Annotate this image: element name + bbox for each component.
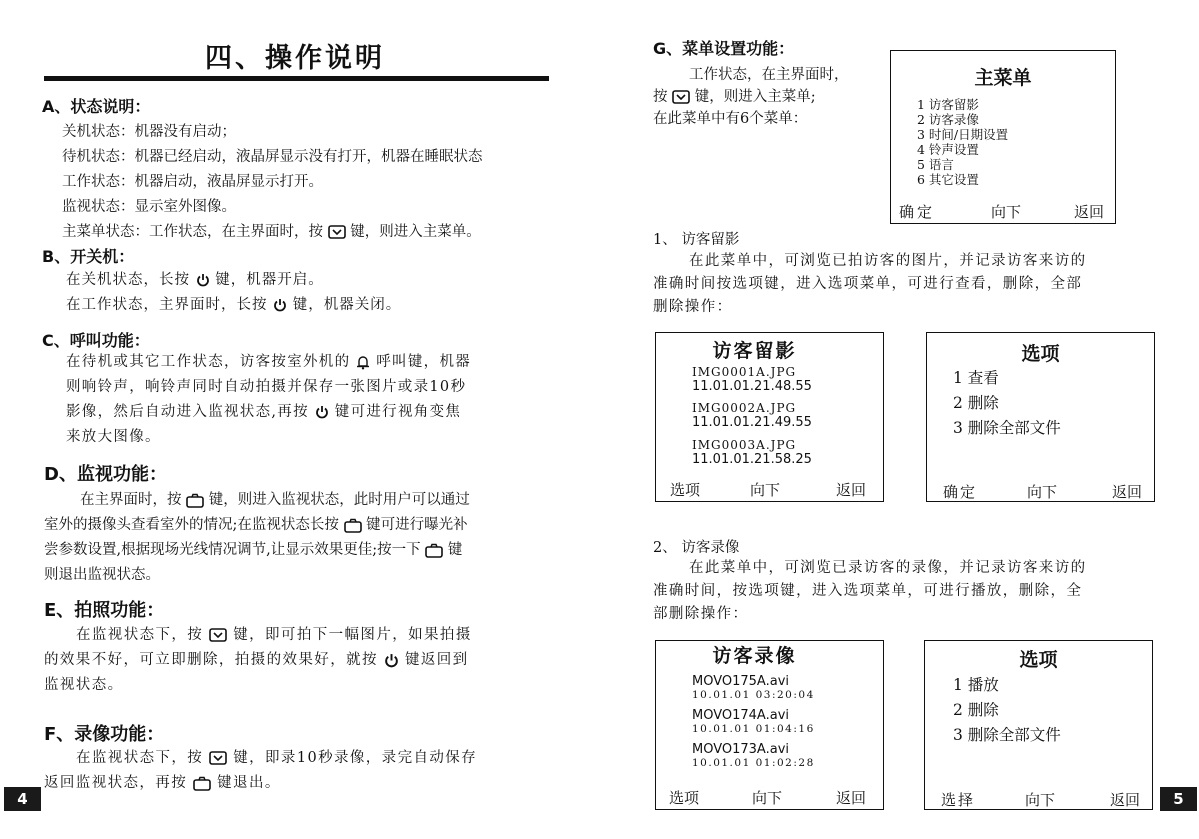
- video-entry[interactable]: [692, 708, 815, 736]
- power-key-icon: [273, 298, 287, 312]
- down-softkey[interactable]: 向下: [1025, 791, 1056, 809]
- monitor-key-icon: [193, 776, 211, 791]
- down-softkey[interactable]: 向下: [991, 203, 1022, 221]
- section-a-line: 待机状态：机器已经启动，液晶屏显示没有打开，机器在睡眠状态: [62, 149, 483, 165]
- power-key-icon: [196, 273, 210, 287]
- option-item[interactable]: 2 删除: [953, 394, 999, 412]
- down-softkey[interactable]: 向下: [752, 789, 783, 807]
- video-datetime: 10.01.01 03:20:04: [692, 689, 815, 701]
- main-menu-item[interactable]: 6 其它设置: [917, 172, 979, 187]
- section-2-heading: 2、 访客录像: [653, 540, 740, 556]
- video-options-list: [953, 673, 1061, 748]
- photo-list-title: 访客留影: [712, 340, 797, 362]
- select-softkey[interactable]: 选择: [941, 791, 976, 809]
- confirm-softkey[interactable]: 确定: [943, 483, 978, 501]
- bell-icon: [356, 355, 370, 370]
- option-softkey[interactable]: 选项: [669, 789, 700, 807]
- back-softkey[interactable]: 返回: [836, 481, 867, 499]
- section-a-line: 工作状态：机器启动，液晶屏显示打开。: [62, 174, 323, 190]
- option-item[interactable]: 3 删除全部文件: [953, 419, 1061, 437]
- main-menu-title: 主菜单: [974, 67, 1032, 89]
- photo-options-list: [953, 366, 1061, 441]
- title-rule: [44, 76, 549, 81]
- monitor-key-icon: [186, 493, 204, 508]
- main-menu-screen: [890, 50, 1116, 224]
- option-softkey[interactable]: 选项: [670, 481, 701, 499]
- page-title: 四、操作说明: [205, 43, 385, 74]
- photo-filename: IMG0002A.JPG: [692, 401, 797, 415]
- section-g-heading: G、菜单设置功能：: [653, 39, 795, 58]
- menu-key-icon: [328, 225, 346, 239]
- video-filename: MOVO175A.avi: [692, 674, 789, 689]
- back-softkey[interactable]: 返回: [1074, 203, 1105, 221]
- power-key-icon: [384, 653, 399, 668]
- section-b-heading: B、开关机：: [42, 247, 135, 266]
- main-menu-item[interactable]: 5 语言: [917, 157, 954, 172]
- photo-datetime: 11.01.01.21.49.55: [692, 415, 812, 430]
- photo-datetime: 11.01.01.21.58.25: [692, 452, 812, 467]
- option-item[interactable]: 2 删除: [953, 701, 999, 719]
- down-softkey[interactable]: 向下: [1027, 483, 1058, 501]
- section-a-line: 监视状态：显示室外图像。: [62, 199, 236, 215]
- camera-key-icon: [209, 628, 227, 642]
- photo-list-screen: [655, 332, 884, 502]
- main-menu-item[interactable]: 1 访客留影: [917, 97, 979, 112]
- power-key-icon: [315, 405, 329, 419]
- down-softkey[interactable]: 向下: [750, 481, 781, 499]
- section-c-body: 在待机或其它工作状态，访客按室外机的 呼叫键，机器 则响铃声，响铃声同时自动拍摄并保存一张图片或录10秒 影像，然后自动进入监视状态,再按 键可进行视角变焦 来放大图像。: [66, 354, 472, 445]
- section-c-heading: C、呼叫功能：: [42, 331, 150, 350]
- page-number-left: 4: [4, 787, 41, 811]
- section-2-body: 在此菜单中，可浏览已录访客的录像，并记录访客来访的 准确时间，按选项键，进入选项菜单，可进行播放，删除，全 部删除操作：: [653, 560, 1087, 622]
- photo-options-screen: [926, 332, 1155, 502]
- section-g-body: 工作状态，在主界面时， 按 键，则进入主菜单; 在此菜单中有6个菜单：: [653, 67, 849, 127]
- video-entry[interactable]: [692, 674, 815, 702]
- monitor-key-icon: [425, 543, 443, 558]
- section-b-body: 在关机状态，长按 键，机器开启。 在工作状态，主界面时，长按 键，机器关闭。: [66, 272, 402, 313]
- photo-entry[interactable]: [692, 365, 812, 394]
- main-menu-item[interactable]: 2 访客录像: [917, 112, 979, 127]
- main-menu-list: [917, 97, 1008, 187]
- option-item[interactable]: 3 删除全部文件: [953, 726, 1061, 744]
- section-d-heading: D、监视功能：: [44, 464, 167, 485]
- back-softkey[interactable]: 返回: [836, 789, 867, 807]
- section-a-line: 主菜单状态：工作状态，在主界面时，按 键，则进入主菜单。: [62, 224, 481, 240]
- section-e-heading: E、拍照功能：: [44, 600, 165, 621]
- main-menu-item[interactable]: 3 时间/日期设置: [917, 127, 1009, 142]
- camera-key-icon: [209, 751, 227, 765]
- section-d-body: 在主界面时，按 键，则进入监视状态，此时用户可以通过 室外的摄像头查看室外的情况;在监视状态长按 键可进行曝光补 尝参数设置,根据现场光线情况调节,让显示效果更佳;按一下 键 则退出监视状态。: [44, 492, 470, 583]
- section-f-heading: F、录像功能：: [44, 724, 165, 745]
- video-entry[interactable]: [692, 742, 815, 770]
- video-filename: MOVO173A.avi: [692, 742, 789, 757]
- confirm-softkey[interactable]: 确定: [899, 203, 936, 221]
- video-options-screen: [924, 640, 1153, 810]
- photo-options-title: 选项: [1021, 343, 1060, 365]
- photo-entry[interactable]: [692, 401, 812, 430]
- section-1-heading: 1、 访客留影: [653, 232, 740, 248]
- section-f-body: 在监视状态下，按 键，即录10秒录像，录完自动保存 返回监视状态，再按 键退出。: [44, 750, 478, 791]
- video-options-title: 选项: [1019, 649, 1058, 671]
- back-softkey[interactable]: 返回: [1112, 483, 1143, 501]
- section-1-body: 在此菜单中，可浏览已拍访客的图片，并记录访客来访的 准确时间按选项键，进入选项菜单，可进行查看，删除，全部 删除操作：: [653, 253, 1087, 315]
- section-a-heading: A、状态说明：: [42, 97, 151, 116]
- main-menu-item[interactable]: 4 铃声设置: [917, 142, 979, 157]
- monitor-key-icon: [344, 518, 362, 533]
- back-softkey[interactable]: 返回: [1110, 791, 1141, 809]
- video-datetime: 10.01.01 01:02:28: [692, 757, 815, 769]
- section-e-body: 在监视状态下，按 键，即可拍下一幅图片，如果拍摄 的效果不好，可立即删除，拍摄的效果好，就按 键返回到 监视状态。: [44, 627, 472, 693]
- option-item[interactable]: 1 查看: [953, 369, 999, 387]
- option-item[interactable]: 1 播放: [953, 676, 999, 694]
- photo-datetime: 11.01.01.21.48.55: [692, 379, 812, 394]
- section-a-line: 关机状态：机器没有启动；: [62, 124, 236, 140]
- video-filename: MOVO174A.avi: [692, 708, 789, 723]
- video-datetime: 10.01.01 01:04:16: [692, 723, 815, 735]
- video-list-title: 访客录像: [712, 645, 797, 667]
- section-a-body: [62, 120, 483, 245]
- photo-entry[interactable]: [692, 438, 812, 467]
- menu-key-icon: [672, 90, 690, 104]
- page-number-right: 5: [1160, 787, 1197, 811]
- photo-filename: IMG0003A.JPG: [692, 438, 797, 452]
- photo-filename: IMG0001A.JPG: [692, 365, 797, 379]
- video-list-screen: [655, 640, 884, 810]
